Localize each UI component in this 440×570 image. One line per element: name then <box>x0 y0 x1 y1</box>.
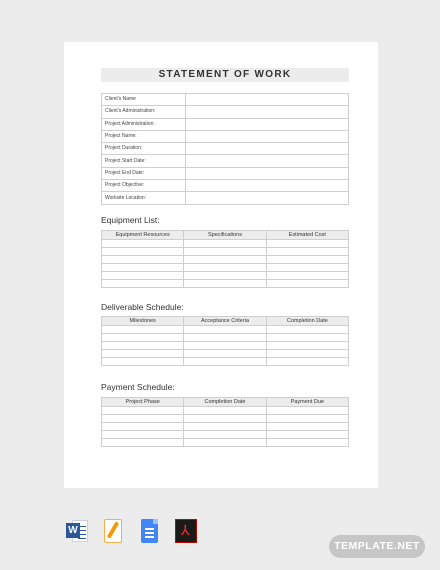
info-value <box>186 192 349 204</box>
info-row <box>102 130 349 142</box>
info-row <box>102 143 349 155</box>
equipment-table <box>101 230 349 288</box>
info-value <box>186 106 349 118</box>
info-value <box>186 167 349 179</box>
info-row <box>102 155 349 167</box>
table-row <box>102 439 349 447</box>
info-label: Worksite Location: <box>102 192 186 204</box>
table-row <box>102 326 349 334</box>
table-row <box>102 240 349 248</box>
column-header: Milestones <box>102 317 184 326</box>
word-icon[interactable]: W <box>66 518 88 544</box>
column-header: Project Phase <box>102 398 184 407</box>
info-value <box>186 130 349 142</box>
column-header: Specifications <box>184 231 266 240</box>
info-label: Project Start Date: <box>102 155 186 167</box>
info-value <box>186 180 349 192</box>
deliverable-table <box>101 316 349 366</box>
info-row <box>102 180 349 192</box>
info-label: Client's Administration: <box>102 106 186 118</box>
table-row <box>102 431 349 439</box>
info-row <box>102 106 349 118</box>
table-row <box>102 407 349 415</box>
pages-icon[interactable] <box>102 518 124 544</box>
table-row <box>102 264 349 272</box>
equipment-section-title: Equipment List: <box>101 215 160 225</box>
table-row <box>102 350 349 358</box>
table-row <box>102 248 349 256</box>
table-row <box>102 334 349 342</box>
pdf-icon[interactable]: ⅄ <box>174 518 196 544</box>
table-row <box>102 342 349 350</box>
table-header-row <box>102 231 349 240</box>
info-label: Project Duration: <box>102 143 186 155</box>
document-title: STATEMENT OF WORK <box>101 68 349 82</box>
payment-table <box>101 397 349 447</box>
table-row <box>102 358 349 366</box>
info-row <box>102 167 349 179</box>
table-row <box>102 415 349 423</box>
info-label: Project Administration: <box>102 118 186 130</box>
info-value <box>186 118 349 130</box>
info-label: Project Objective: <box>102 180 186 192</box>
info-label: Client's Name <box>102 94 186 106</box>
google-docs-icon[interactable] <box>138 518 160 544</box>
table-row <box>102 272 349 280</box>
document-page <box>64 42 378 488</box>
format-icons <box>66 518 196 544</box>
column-header: Payment Due <box>266 398 348 407</box>
info-label: Project End Date: <box>102 167 186 179</box>
info-value <box>186 94 349 106</box>
info-row <box>102 118 349 130</box>
column-header: Completion Date <box>184 398 266 407</box>
info-row <box>102 94 349 106</box>
deliverable-section-title: Deliverable Schedule: <box>101 302 184 312</box>
payment-section-title: Payment Schedule: <box>101 382 175 392</box>
table-header-row <box>102 317 349 326</box>
info-label: Project Name: <box>102 130 186 142</box>
column-header: Acceptance Criteria <box>184 317 266 326</box>
column-header: Equipment Resources <box>102 231 184 240</box>
table-header-row <box>102 398 349 407</box>
info-row <box>102 192 349 204</box>
project-info-table <box>101 93 349 205</box>
column-header: Estimated Cost <box>266 231 348 240</box>
table-row <box>102 423 349 431</box>
column-header: Completion Date <box>266 317 348 326</box>
table-row <box>102 280 349 288</box>
table-row <box>102 256 349 264</box>
info-value <box>186 143 349 155</box>
template-net-badge[interactable]: TEMPLATE.NET <box>329 535 425 558</box>
info-value <box>186 155 349 167</box>
